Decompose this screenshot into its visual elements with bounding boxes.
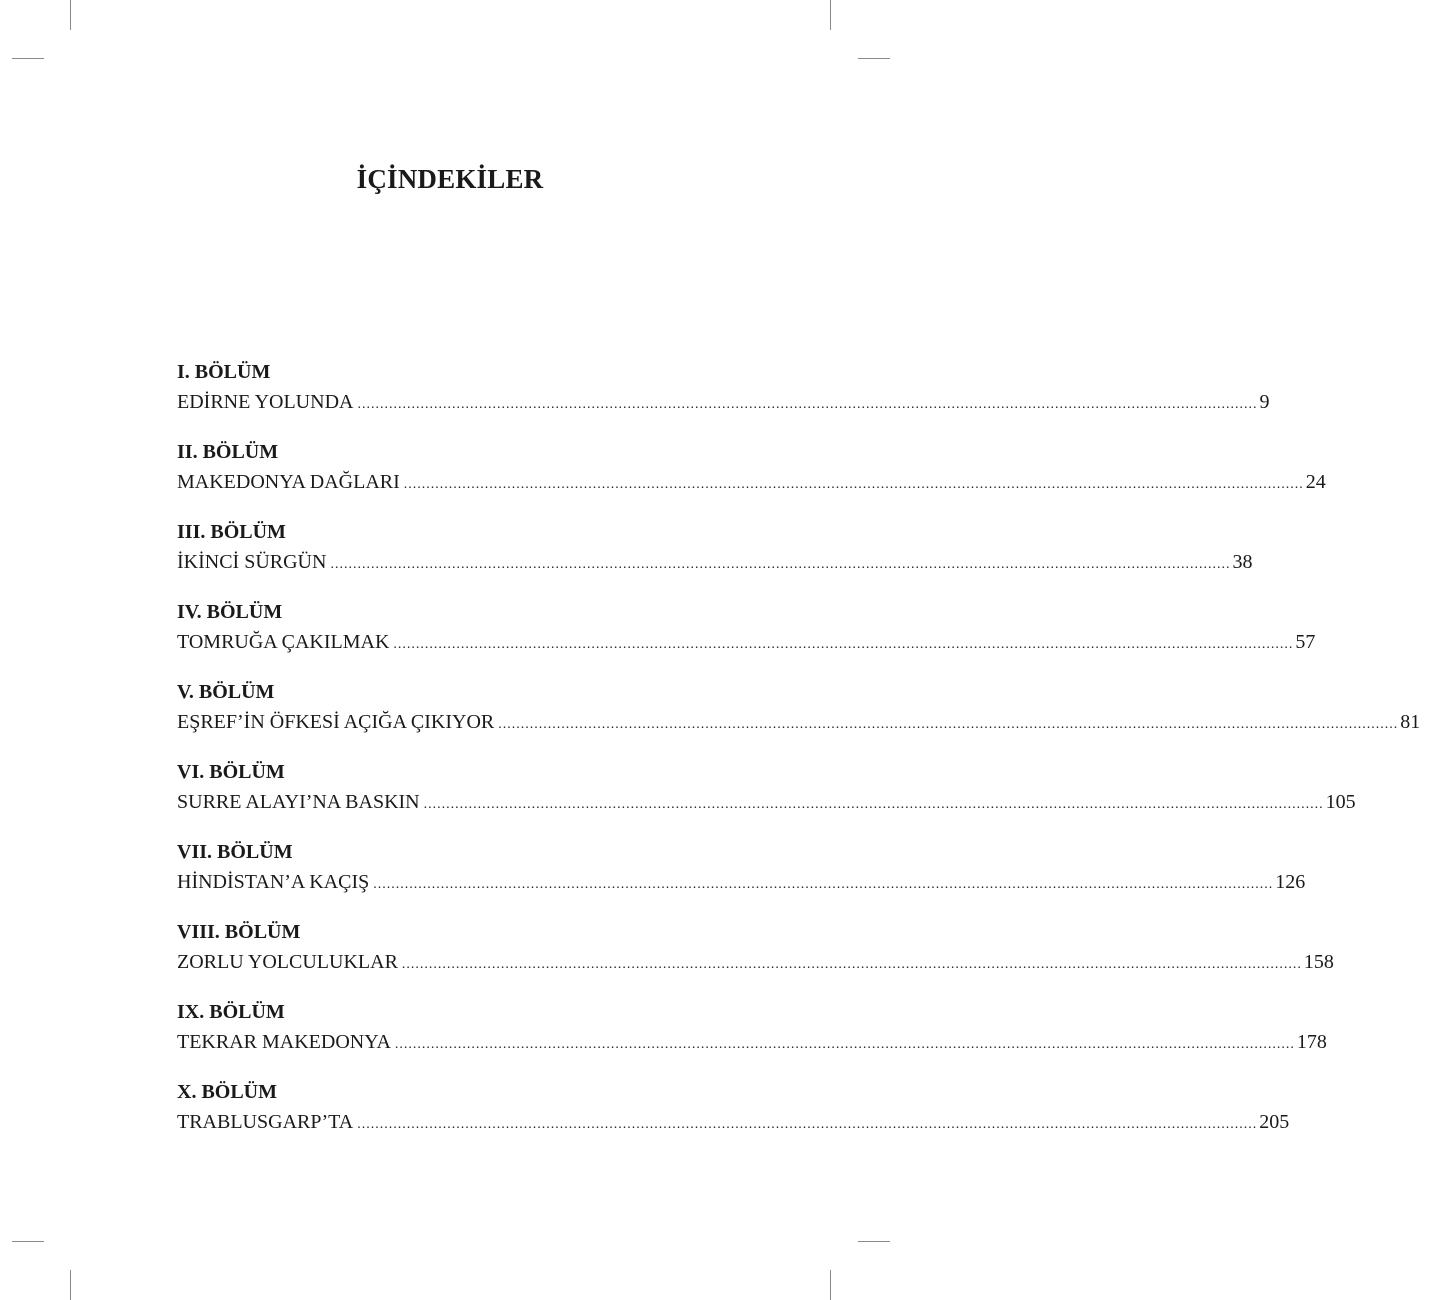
chapter-label: III. BÖLÜM (177, 521, 286, 543)
chapter-label: IV. BÖLÜM (177, 601, 283, 623)
crop-mark-right-bottom (858, 1241, 890, 1242)
entry-title: TOMRUĞA ÇAKILMAK (177, 631, 390, 653)
page-number: 178 (1296, 1031, 1327, 1053)
entry-title: TEKRAR MAKEDONYA (177, 1031, 391, 1053)
page-number: 57 (1295, 631, 1316, 653)
toc-entry[interactable] (177, 758, 1356, 838)
entry-title: İKİNCİ SÜRGÜN (177, 551, 327, 573)
toc-entry[interactable] (177, 998, 1327, 1078)
toc-line[interactable] (177, 546, 1253, 578)
crop-mark-bottom-left (70, 1270, 71, 1300)
crop-mark-left-top (12, 58, 44, 59)
entry-title: TRABLUSGARP’TA (177, 1111, 354, 1133)
dot-leader: ........................................................................................................................................................................................................ (394, 1037, 1295, 1052)
toc-entry[interactable] (177, 358, 1270, 438)
crop-mark-bottom-right (830, 1270, 831, 1300)
toc-entry[interactable] (177, 518, 1253, 598)
toc-entry[interactable] (177, 438, 1326, 518)
entry-title: MAKEDONYA DAĞLARI (177, 471, 400, 493)
toc-entry[interactable] (177, 838, 1306, 918)
dot-leader: ........................................................................................................................................................................................................ (393, 637, 1294, 652)
dot-leader: ........................................................................................................................................................................................................ (357, 397, 1258, 412)
chapter-label: IX. BÖLÜM (177, 1001, 285, 1023)
toc-line[interactable] (177, 626, 1316, 658)
chapter-label: I. BÖLÜM (177, 361, 271, 383)
toc-line[interactable] (177, 1026, 1327, 1058)
entry-title: EŞREF’İN ÖFKESİ AÇIĞA ÇIKIYOR (177, 711, 495, 733)
toc-entry[interactable] (177, 598, 1316, 678)
crop-mark-top-left (70, 0, 71, 30)
entry-title: EDİRNE YOLUNDA (177, 391, 354, 413)
dot-leader: ........................................................................................................................................................................................................ (423, 797, 1324, 812)
page-number: 105 (1325, 791, 1356, 813)
dot-leader: ........................................................................................................................................................................................................ (330, 557, 1231, 572)
toc-line[interactable] (177, 1106, 1290, 1138)
page-number: 158 (1303, 951, 1334, 973)
toc-line[interactable] (177, 866, 1306, 898)
page-number: 24 (1305, 471, 1326, 493)
chapter-label: V. BÖLÜM (177, 681, 275, 703)
chapter-label: X. BÖLÜM (177, 1081, 277, 1103)
page-number: 81 (1400, 711, 1421, 733)
toc-entry[interactable] (177, 1078, 1290, 1158)
toc-line[interactable] (177, 466, 1326, 498)
chapter-label: VI. BÖLÜM (177, 761, 285, 783)
chapter-label: VII. BÖLÜM (177, 841, 293, 863)
entry-title: HİNDİSTAN’A KAÇIŞ (177, 871, 370, 893)
dot-leader: ........................................................................................................................................................................................................ (401, 957, 1302, 972)
page-number: 126 (1275, 871, 1306, 893)
entry-title: SURRE ALAYI’NA BASKIN (177, 791, 420, 813)
crop-mark-left-bottom (12, 1241, 44, 1242)
page-number: 205 (1259, 1111, 1290, 1133)
page-number: 9 (1259, 391, 1270, 413)
toc-line[interactable] (177, 706, 1421, 738)
entry-title: ZORLU YOLCULUKLAR (177, 951, 398, 973)
toc-entry[interactable] (177, 678, 1421, 758)
crop-mark-top-right (830, 0, 831, 30)
table-of-contents (177, 358, 1421, 1158)
dot-leader: ........................................................................................................................................................................................................ (373, 877, 1274, 892)
toc-entry[interactable] (177, 918, 1334, 998)
dot-leader: ........................................................................................................................................................................................................ (403, 477, 1304, 492)
page-title: İÇİNDEKİLER (356, 164, 544, 194)
dot-leader: ........................................................................................................................................................................................................ (498, 717, 1399, 732)
toc-line[interactable] (177, 946, 1334, 978)
chapter-label: VIII. BÖLÜM (177, 921, 301, 943)
crop-mark-right-top (858, 58, 890, 59)
toc-line[interactable] (177, 386, 1270, 418)
toc-line[interactable] (177, 786, 1356, 818)
dot-leader: ........................................................................................................................................................................................................ (357, 1117, 1258, 1132)
chapter-label: II. BÖLÜM (177, 441, 279, 463)
page-number: 38 (1232, 551, 1253, 573)
